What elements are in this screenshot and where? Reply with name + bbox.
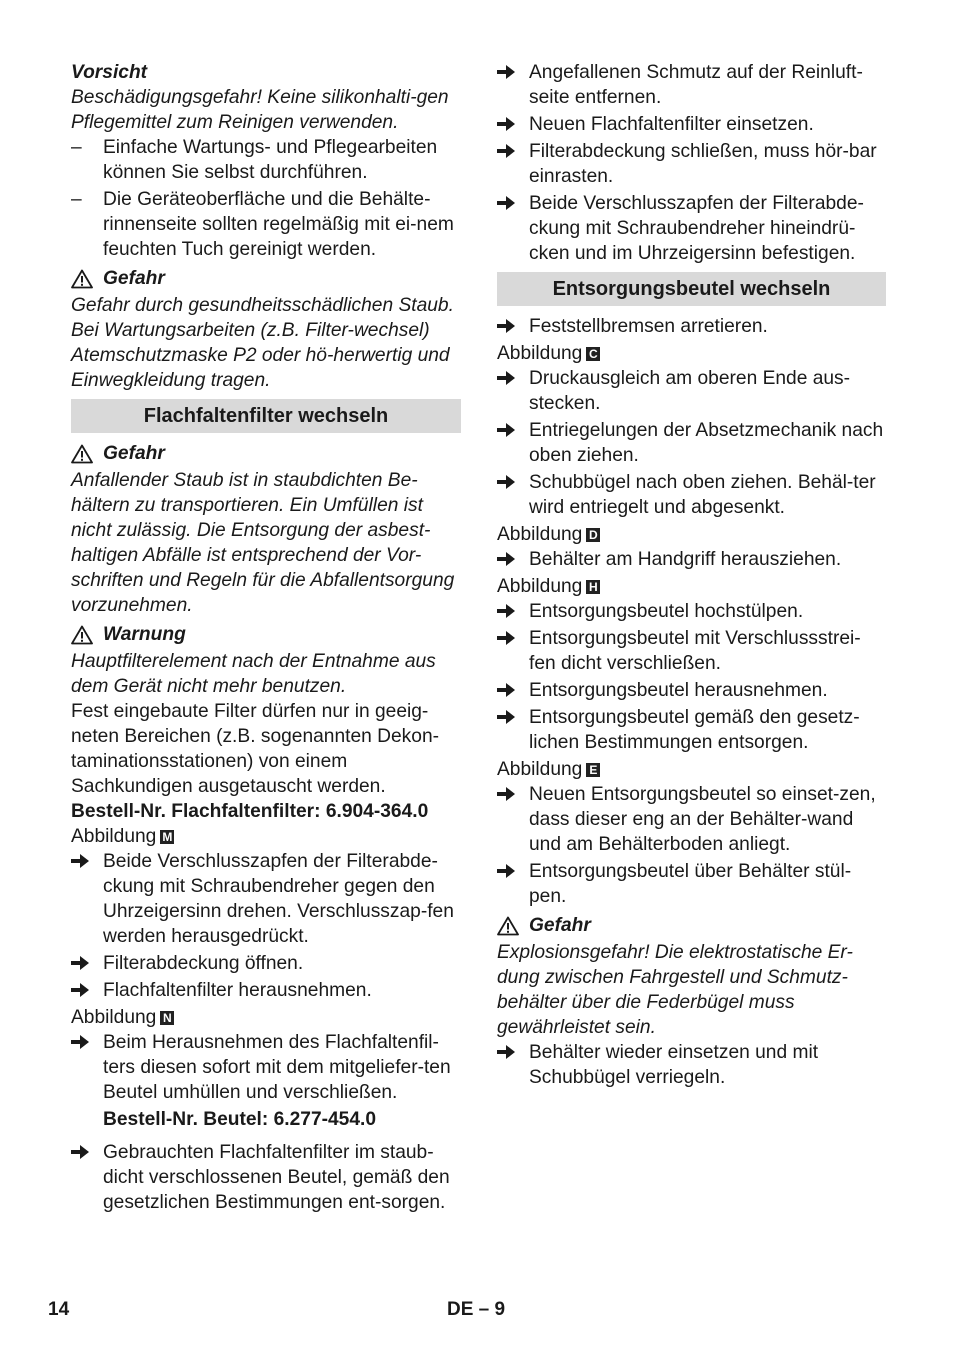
step-text: Filterabdeckung öffnen.	[103, 953, 304, 974]
gefahr-text: Gefahr durch gesundheitsschädlichen Staub. Bei Wartungsarbeiten (z.B. Filter-wechsel) Atemschutzmaske P2 oder hö-herwertig und Einwegkleidung tragen.	[71, 295, 454, 391]
arrow-right-icon	[497, 196, 515, 210]
step-text: Druckausgleich am oberen Ende aus-stecken.	[529, 368, 851, 414]
gefahr-title: Gefahr	[103, 268, 165, 289]
step-item	[71, 1140, 461, 1215]
step-item	[497, 1040, 886, 1090]
step-text: Beide Verschlusszapfen der Filterabde-ckung mit Schraubendreher hineindrü-cken und im Uhrzeigersinn befestigen.	[529, 193, 864, 264]
step-item	[497, 678, 886, 703]
step-item	[71, 978, 461, 1003]
figure-reference	[497, 341, 886, 366]
step-item	[497, 547, 886, 572]
step-text: Behälter am Handgriff herausziehen.	[529, 549, 842, 570]
step-text: Entriegelungen der Absetzmechanik nach oben ziehen.	[529, 420, 884, 466]
arrow-right-icon	[497, 683, 515, 697]
gefahr-heading	[71, 266, 461, 291]
arrow-right-icon	[497, 631, 515, 645]
figure-label: Abbildung	[497, 343, 583, 364]
step-item	[71, 1030, 461, 1105]
step-text: Entsorgungsbeutel herausnehmen.	[529, 680, 828, 701]
step-item	[497, 859, 886, 909]
gefahr-title: Gefahr	[103, 443, 165, 464]
figure-reference	[497, 574, 886, 599]
right-column	[497, 60, 886, 1092]
figure-letter-badge: D	[586, 528, 600, 542]
warnung-title: Warnung	[103, 624, 186, 645]
arrow-right-icon	[497, 423, 515, 437]
dash-item	[71, 187, 461, 262]
arrow-right-icon	[71, 854, 89, 868]
step-text: Entsorgungsbeutel gemäß den gesetz-lichen Bestimmungen entsorgen.	[529, 707, 860, 753]
step-item	[497, 139, 886, 189]
gefahr-heading	[71, 441, 461, 466]
step-item	[497, 418, 886, 468]
vorsicht-title: Vorsicht	[71, 62, 148, 83]
page-number: 14	[48, 1299, 70, 1320]
step-text: Entsorgungsbeutel hochstülpen.	[529, 601, 804, 622]
step-item	[497, 705, 886, 755]
arrow-right-icon	[497, 65, 515, 79]
step-item	[497, 60, 886, 110]
arrow-right-icon	[497, 604, 515, 618]
figure-letter-badge: M	[162, 829, 173, 844]
arrow-right-icon	[497, 864, 515, 878]
warning-triangle-icon	[497, 916, 519, 936]
figure-reference	[71, 824, 461, 849]
arrow-right-icon	[497, 475, 515, 489]
arrow-right-icon	[497, 144, 515, 158]
step-text: Neuen Entsorgungsbeutel so einset-zen, dass dieser eng an der Behälter-wand und am Behälterboden anliegt.	[529, 784, 876, 855]
step-text: Beide Verschlusszapfen der Filterabde-ckung mit Schraubendreher gegen den Uhrzeigersinn drehen. Verschlusszap-fen werden herausgedrückt.	[103, 851, 454, 947]
step-item	[497, 782, 886, 857]
arrow-right-icon	[497, 1045, 515, 1059]
arrow-right-icon	[497, 787, 515, 801]
dash-item-text: Einfache Wartungs- und Pflegearbeiten können Sie selbst durchführen.	[103, 137, 438, 183]
arrow-right-icon	[71, 1035, 89, 1049]
step-item	[71, 849, 461, 949]
section-heading-flachfaltenfilter: Flachfaltenfilter wechseln	[71, 399, 461, 433]
bestell-nr-filter: Bestell-Nr. Flachfaltenfilter: 6.904-364.0	[71, 801, 429, 822]
step-text: Gebrauchten Flachfaltenfilter im staub-dicht verschlossenen Beutel, gemäß den gesetzlichen Bestimmungen ent-sorgen.	[103, 1142, 450, 1213]
step-text: Behälter wieder einsetzen und mit Schubbügel verriegeln.	[529, 1042, 819, 1088]
step-text: Beim Herausnehmen des Flachfaltenfil-ters diesen sofort mit dem mitgeliefer-ten Beutel umhüllen und verschließen.	[103, 1032, 451, 1103]
warning-triangle-icon	[71, 269, 93, 289]
warnung-text: Hauptfilterelement nach der Entnahme aus dem Gerät nicht mehr benutzen.	[71, 651, 436, 697]
step-item	[497, 112, 886, 137]
step-item	[497, 366, 886, 416]
step-item	[497, 314, 886, 339]
figure-label: Abbildung	[497, 759, 583, 780]
arrow-right-icon	[71, 983, 89, 997]
figure-reference	[497, 757, 886, 782]
step-item	[497, 599, 886, 624]
step-text: Flachfaltenfilter herausnehmen.	[103, 980, 372, 1001]
arrow-right-icon	[497, 319, 515, 333]
gefahr-text: Anfallender Staub ist in staubdichten Be-hältern zu transportieren. Ein Umfüllen ist nicht zulässig. Die Entsorgung der asbest-haltigen Abfälle ist entsprechend der Vor-schriften und Regeln für die Abfallentsorgung vorzunehmen.	[71, 470, 455, 616]
step-text: Entsorgungsbeutel über Behälter stül-pen.	[529, 861, 852, 907]
gefahr-title: Gefahr	[529, 915, 591, 936]
arrow-right-icon	[71, 956, 89, 970]
dash-item-text: Die Geräteoberfläche und die Behälte-rinnenseite sollten regelmäßig mit ei-nem feuchten Tuch gereinigt werden.	[103, 189, 454, 260]
step-item	[497, 626, 886, 676]
fest-text: Fest eingebaute Filter dürfen nur in geeig-neten Bereichen (z.B. sogenannten Dekon-taminationsstationen) von einem Sachkundigen ausgetauscht werden.	[71, 701, 440, 797]
step-item	[497, 470, 886, 520]
gefahr-text: Explosionsgefahr! Die elektrostatische Er-dung zwischen Fahrgestell und Schmutz-behälter über die Federbügel muss gewährleistet sein.	[497, 942, 853, 1038]
step-item	[497, 191, 886, 266]
arrow-right-icon	[497, 371, 515, 385]
vorsicht-text: Beschädigungsgefahr! Keine silikonhalti-gen Pflegemittel zum Reinigen verwenden.	[71, 87, 449, 133]
section-heading-entsorgungsbeutel: Entsorgungsbeutel wechseln	[497, 272, 886, 306]
dash-marker: –	[71, 137, 82, 158]
warning-triangle-icon	[71, 444, 93, 464]
arrow-right-icon	[497, 710, 515, 724]
step-text: Feststellbremsen arretieren.	[529, 316, 768, 337]
warnung-heading	[71, 622, 461, 647]
figure-letter-badge: N	[160, 1011, 174, 1025]
gefahr-heading	[497, 913, 886, 938]
arrow-right-icon	[71, 1145, 89, 1159]
figure-reference	[71, 1005, 461, 1030]
figure-letter-badge: C	[586, 347, 600, 361]
figure-label: Abbildung	[497, 576, 583, 597]
arrow-right-icon	[497, 552, 515, 566]
figure-label: Abbildung	[71, 826, 157, 847]
step-text: Filterabdeckung schließen, muss hör-bar einrasten.	[529, 141, 877, 187]
step-text: Entsorgungsbeutel mit Verschlussstrei-fen dicht verschließen.	[529, 628, 861, 674]
figure-reference	[497, 522, 886, 547]
figure-label: Abbildung	[71, 1007, 157, 1028]
figure-letter-badge: E	[586, 763, 600, 777]
arrow-right-icon	[497, 117, 515, 131]
bestell-nr-beutel: Bestell-Nr. Beutel: 6.277-454.0	[103, 1109, 377, 1130]
warning-triangle-icon	[71, 625, 93, 645]
step-text: Neuen Flachfaltenfilter einsetzen.	[529, 114, 814, 135]
step-text: Schubbügel nach oben ziehen. Behäl-ter wird entriegelt und abgesenkt.	[529, 472, 876, 518]
dash-item	[71, 135, 461, 185]
dash-marker: –	[71, 189, 82, 210]
left-column	[71, 60, 461, 1217]
step-text: Angefallenen Schmutz auf der Reinluft-seite entfernen.	[529, 62, 863, 108]
step-item	[71, 951, 461, 976]
figure-letter-badge: H	[586, 580, 600, 594]
section-page-number: DE – 9	[447, 1299, 506, 1320]
figure-label: Abbildung	[497, 524, 583, 545]
